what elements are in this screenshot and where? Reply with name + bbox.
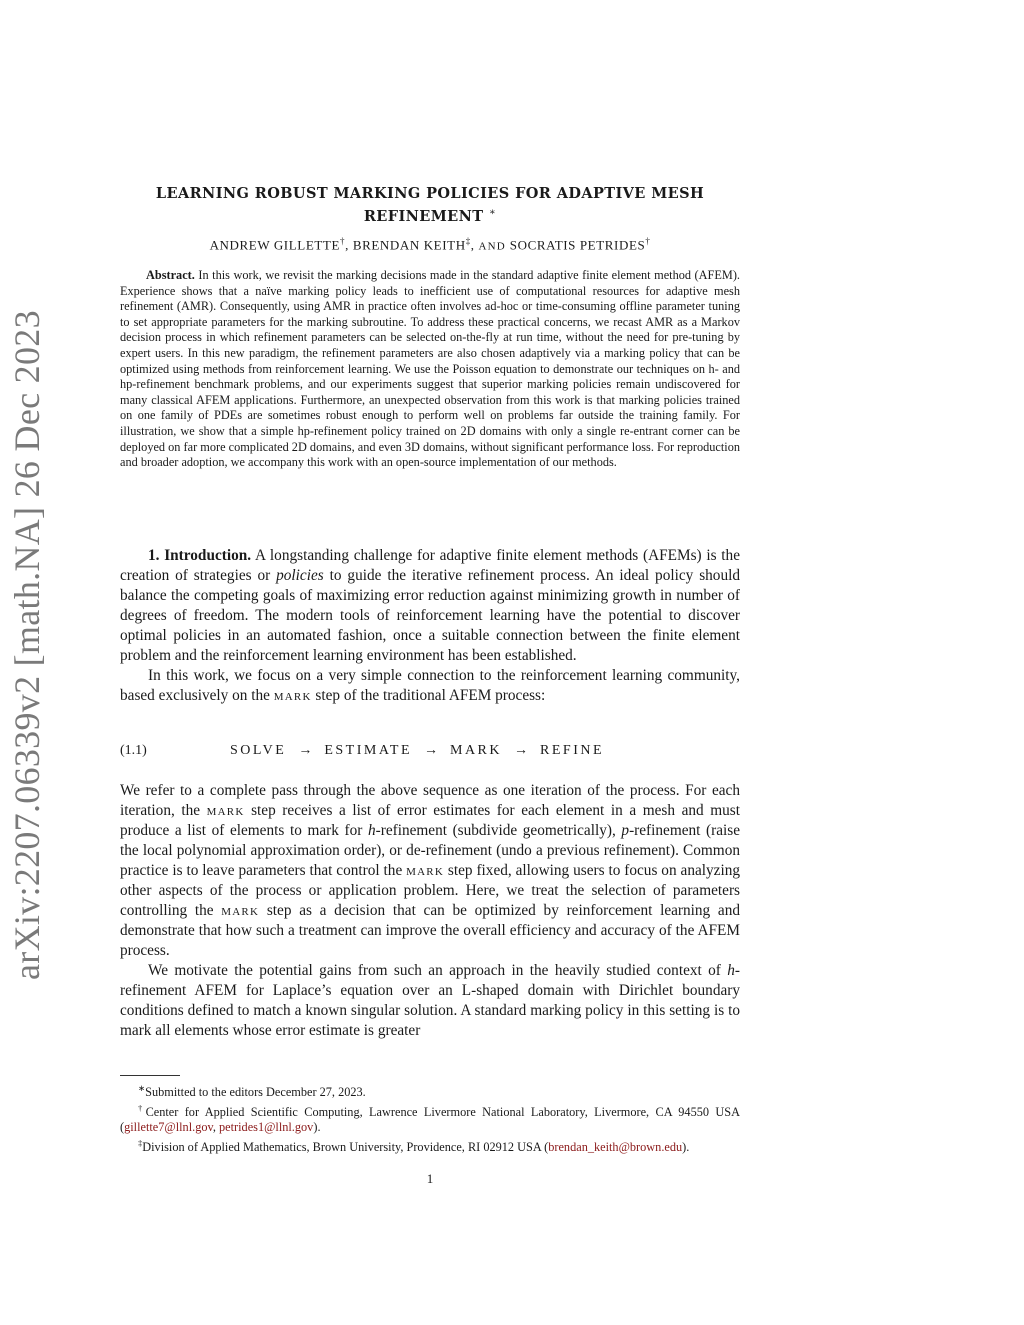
footnote-2-mark: † bbox=[138, 1102, 146, 1113]
intro-p1-text-a: A longstanding challenge for adaptive finite element methods (AFEMs) is the creation of strategies or bbox=[120, 547, 740, 584]
footnotes bbox=[120, 1081, 740, 1156]
arrow-2: → bbox=[424, 743, 438, 758]
footnote-rule bbox=[120, 1075, 180, 1076]
footnote-2 bbox=[120, 1101, 740, 1136]
footnote-2-sep: , bbox=[212, 1120, 220, 1135]
author-2-mark: ‡ bbox=[465, 236, 471, 246]
footnote-2-end: ). bbox=[313, 1120, 321, 1135]
footnote-1-text: Submitted to the editors December 27, 2023. bbox=[145, 1085, 366, 1100]
intro-p2-text-b: step of the traditional AFEM process: bbox=[315, 687, 546, 704]
footnote-1 bbox=[120, 1081, 740, 1101]
author-list: ANDREW GILLETTE†, BRENDAN KEITH‡, AND SOCRATIS PETRIDES† bbox=[209, 236, 651, 253]
p3-text-c: -refinement (subdivide geometrically), bbox=[375, 822, 616, 839]
email-link-keith[interactable]: brendan_keith@brown.edu bbox=[548, 1140, 683, 1155]
email-link-petrides[interactable]: petrides1@llnl.gov bbox=[219, 1120, 314, 1135]
title-footnote-mark: ∗ bbox=[488, 207, 497, 218]
step-mark: MARK bbox=[450, 743, 503, 758]
step-refine: REFINE bbox=[540, 743, 605, 758]
p4-text-b: -refinement AFEM for Laplace’s equation over an L-shaped domain with Dirichlet boundary conditions defined to match a known singular solution. A standard marking policy in this setting is to mark all elements whose error estimate is greater bbox=[120, 962, 740, 1039]
footnote-3-end: ). bbox=[682, 1140, 690, 1155]
author-and: AND bbox=[478, 240, 506, 253]
footnote-1-mark: ∗ bbox=[138, 1083, 146, 1093]
arrow-3: → bbox=[514, 743, 529, 758]
footnote-3-mark: ‡ bbox=[138, 1137, 143, 1148]
intro-p1-emphasis: policies bbox=[276, 567, 324, 584]
title-line-1: LEARNING ROBUST MARKING POLICIES FOR ADAPTIVE MESH bbox=[155, 185, 705, 202]
p4-text-a: We motivate the potential gains from such an approach in the heavily studied context of bbox=[148, 962, 721, 979]
email-link-gillette[interactable]: gillette7@llnl.gov bbox=[124, 1120, 213, 1135]
p3-mark-term-2: mark bbox=[406, 862, 444, 879]
intro-paragraph-2 bbox=[120, 666, 740, 706]
page-number: 1 bbox=[426, 1171, 434, 1186]
abstract-text: In this work, we revisit the marking decisions made in the standard adaptive finite element method (AFEM). Experience shows that a naïve marking policy leads to inefficient use of computational resources for adaptive mesh refinement (AMR). Consequently, using AMR in practice often involves ad-hoc or time-consuming offline parameter tuning to set appropriate parameters for the marking subroutine. To address these practical concerns, we recast AMR as a Markov decision process in which refinement parameters can be selected on-the-fly at run time, without the need for pre-tuning by expert users. In this new paradigm, the refinement parameters are also chosen adaptively via a marking policy that can be optimized using methods from reinforcement learning. We use the Poisson equation to demonstrate our techniques on h- and hp-refinement benchmark problems, and our experiments suggest that superior marking policies remain undiscovered for many classical AFEM applications. Furthermore, an unexpected observation from this work is that marking policies trained on one family of PDEs are sometimes robust enough to perform well on problems far outside the training family. For illustration, we show that a simple hp-refinement policy trained on 2D domains with only a single re-entrant corner can be deployed on far more complicated 2D domains, and even 3D domains, without significant performance loss. For reproduction and broader adoption, we accompany this work with an open-source implementation of our methods. bbox=[120, 268, 740, 470]
arrow-1: → bbox=[298, 743, 313, 758]
title-line-2-text: REFINEMENT bbox=[363, 207, 484, 225]
intro-p2-text-a: In this work, we focus on a very simple connection to the reinforcement learning community, based exclusively on the bbox=[120, 667, 740, 704]
p3-p-symbol: p bbox=[621, 822, 630, 839]
intro-p1-text-b: to guide the iterative refinement process. An ideal policy should balance the competing goals of maximizing error reduction against minimizing growth in number of degrees of freedom. The modern tools of reinforcement learning have the potential to discover optimal policies in an automated fashion, once a suitable connection between the finite element problem and the reinforcement learning environment has been established. bbox=[120, 567, 740, 664]
paragraph-4 bbox=[120, 961, 740, 1041]
footnote-3-text: Division of Applied Mathematics, Brown University, Providence, RI 02912 USA ( bbox=[142, 1140, 549, 1155]
author-1: ANDREW GILLETTE bbox=[209, 237, 340, 253]
arxiv-identifier: arXiv:2207.06339v2 [math.NA] 26 Dec 2023 bbox=[7, 310, 47, 980]
p3-mark-term-3: mark bbox=[221, 902, 260, 919]
author-2: BRENDAN KEITH bbox=[352, 237, 466, 253]
title-line-2 bbox=[120, 203, 740, 226]
introduction-section bbox=[120, 546, 740, 706]
abstract bbox=[120, 268, 740, 471]
step-estimate: ESTIMATE bbox=[324, 743, 412, 758]
footnote-3 bbox=[120, 1136, 740, 1156]
p3-text-a: We refer to a complete pass through the above sequence as one iteration of the process. For each iteration, the bbox=[120, 782, 740, 819]
author-3: SOCRATIS PETRIDES bbox=[509, 237, 646, 253]
body-continued bbox=[120, 781, 740, 1041]
p3-text-e: step fixed, allowing users to focus on analyzing other aspects of the process or application problem. Here, we treat the selection of parameters controlling the bbox=[120, 862, 740, 919]
p3-h-symbol: h bbox=[367, 822, 376, 839]
intro-p2-mark-term: mark bbox=[273, 687, 312, 704]
p3-mark-term-1: mark bbox=[206, 802, 245, 819]
p4-h-symbol: h bbox=[727, 962, 735, 979]
footnote-2-text: Center for Applied Scientific Computing, Lawrence Livermore National Laboratory, Livermore, CA 94550 USA ( bbox=[120, 1104, 741, 1135]
p3-text-d: -refinement (raise the local polynomial approximation order), or de-refinement (undo a previous refinement). Common practice is to leave parameters that control the bbox=[120, 822, 741, 879]
section-heading: 1. Introduction. bbox=[148, 547, 252, 564]
p3-text-b: step receives a list of error estimates for each element in a mesh and must produce a list of elements to mark for bbox=[120, 802, 741, 839]
equation-number: (1.1) bbox=[120, 743, 147, 758]
abstract-label: Abstract. bbox=[146, 268, 195, 282]
author-3-mark: † bbox=[645, 236, 651, 246]
step-solve: SOLVE bbox=[230, 743, 287, 758]
p3-text-f: step as a decision that can be optimized by reinforcement learning and demonstrate that how such a treatment can improve the overall efficiency and accuracy of the AFEM process. bbox=[120, 902, 741, 959]
paper-title bbox=[120, 184, 740, 226]
intro-paragraph-1 bbox=[120, 546, 740, 666]
afem-sequence bbox=[230, 743, 604, 759]
author-1-mark: † bbox=[340, 236, 346, 246]
paragraph-3 bbox=[120, 781, 740, 961]
